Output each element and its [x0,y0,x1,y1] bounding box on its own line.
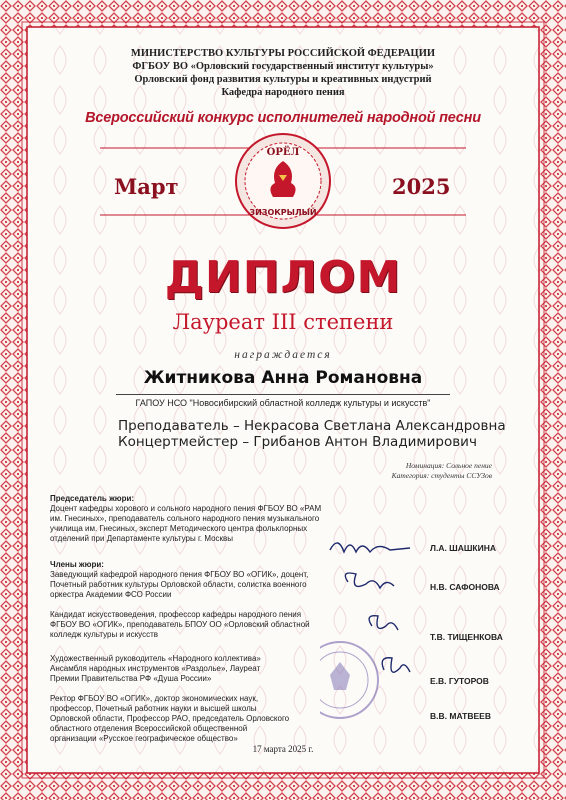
diploma-title: ДИПЛОМ [164,252,402,303]
signature-member-4: В.В. МАТВЕЕВ [430,711,491,721]
emblem-bottom-text: ЗИЗОКРЫЛЫЙ [249,208,317,217]
teacher-line: Преподаватель – Некрасова Светлана Александровна [118,418,506,434]
awarded-label: награждается [234,349,332,361]
recipient-organization: ГАПОУ НСО "Новосибирский областной колледж культуры и искусств" [135,398,431,408]
ministry-line: МИНИСТЕРСТВО КУЛЬТУРЫ РОССИЙСКОЙ ФЕДЕРАЦИИ [130,48,436,59]
jury-member-3-desc: Художественный руководитель «Народного коллектива» Ансамбля народных инструментов «Раздолье», Лауреат Премии Правительства РФ «Душа России» [50,654,261,683]
issue-date: 17 марта 2025 г. [252,744,314,754]
signature-member-2: Т.В. ТИЩЕНКОВА [430,632,503,642]
signature-member-1: Н.В. САФОНОВА [430,582,500,592]
laureate-degree: Лауреат III степени [172,310,394,334]
jury-chair-title: Председатель жюри: [50,494,135,503]
signature-member-3: Е.В. ГУТОРОВ [430,676,489,686]
jury-chair-block [50,494,330,544]
divider [116,394,450,395]
accompanist-line: Концертмейстер – Грибанов Антон Владимирович [118,434,477,450]
emblem-top-text: ОРЁЛ [266,147,300,158]
jury-member-2-desc: Кандидат искусствоведения, профессор кафедры народного пения ФГБОУ ВО «ОГИК», преподаватель БПОУ ОО «Орловский областной колледж культуры и искусств [50,610,310,639]
institute-line: ФГБОУ ВО «Орловский государственный институт культуры» [132,61,434,72]
contest-title: Всероссийский конкурс исполнителей народной песни [85,110,481,126]
recipient-name: Житникова Анна Романовна [143,368,423,388]
contest-year: 2025 [392,174,451,199]
jury-member-1-desc: Заведующий кафедрой народного пения ФГБОУ ВО «ОГИК», доцент, Почетный работник культуры Орловской области, солистка военного оркестра Академии ФСО России [50,570,309,599]
signature-chair: Л.А. ШАШКИНА [430,543,496,553]
category-text: Категория: студенты ССУЗов [391,471,492,480]
jury-members-title: Члены жюри: [50,560,104,569]
signatures-graphic [320,530,430,730]
department-line: Кафедра народного пения [221,87,345,98]
jury-chair-desc: Доцент кафедры хорового и сольного народного пения ФГБОУ ВО «РАМ им. Гнесиных», преподаватель сольного народного пения музыкального училища им. Гнесиных, эксперт Методического центра фольклорных отделений при Департаменте культуры г. Москвы [50,504,322,543]
fund-line: Орловский фонд развития культуры и креативных индустрий [134,74,432,85]
jury-member-4-desc: Ректор ФГБОУ ВО «ОГИК», доктор экономических наук, профессор, Почетный работник науки и высшей школы Орловской области, Профессор РАО, председатель Орловского областного отделения Всероссийской общественной организации «Русское географическое общество» [50,694,290,743]
nomination-text: Номинация: Сольное пение [405,461,492,470]
jury-member-1-block [50,560,310,600]
contest-month: Март [114,174,179,199]
contest-emblem-icon [233,131,333,231]
